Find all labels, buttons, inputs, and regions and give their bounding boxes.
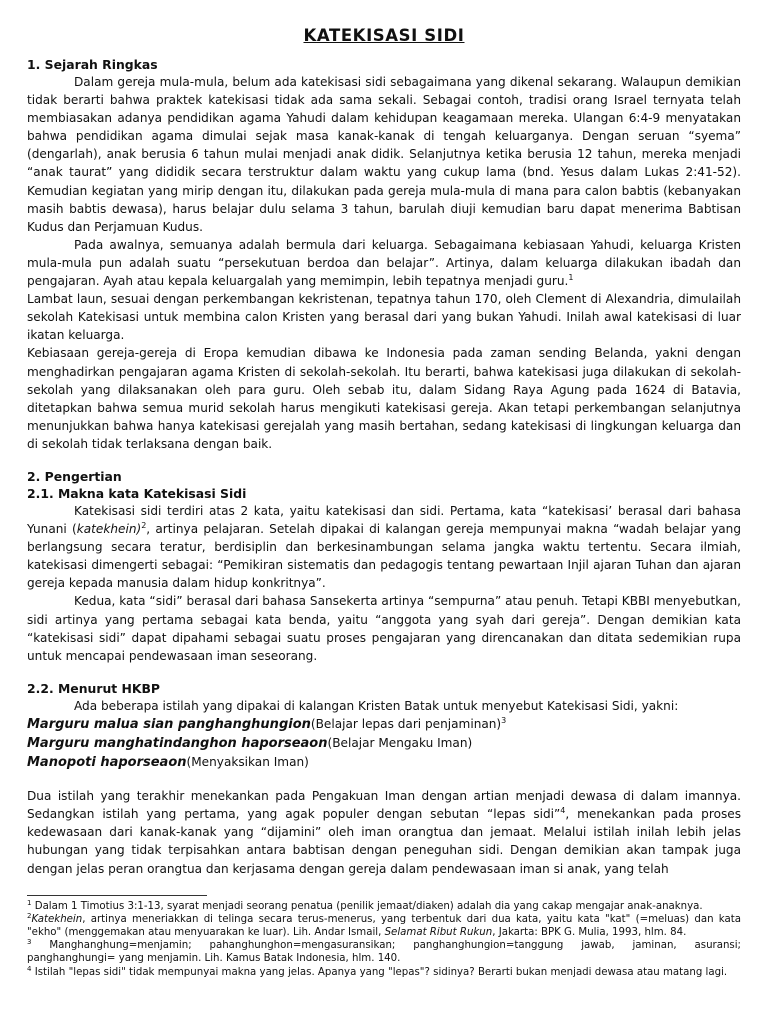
section-2-heading: 2. Pengertian (27, 468, 122, 484)
section-1-paragraph-2 (27, 236, 741, 290)
footnote-4-text: Istilah "lepas sidi" tidak mempunyai makna yang jelas. Apanya yang "lepas"? sidinya? Berarti bukan menjadi dewasa atau matang lagi. (34, 966, 728, 978)
term-line-3 (27, 753, 741, 772)
term-2: Marguru manghatindanghon haporseaon (27, 736, 328, 751)
term-line-1 (27, 715, 741, 734)
section-2-1-paragraph-1 (27, 502, 741, 592)
footnote-4 (27, 966, 741, 979)
section-2-1-paragraph-1-end: , artinya pelajaran. Setelah dipakai di kalangan gereja mempunyai makna “wadah belajar yang berlangsung secara teratur, berdisiplin dan berkesinambungan selama jangka waktu tertentu. Secara ilmiah, katekisasi dimengerti sebagai: “Pemikiran sistematis dan pedagogis tentang pewartaan Injil ajaran Tuhan dan ajaran gereja kepada manusia dalam hidup konkritnya”. (27, 522, 742, 591)
footnote-ref-1: 1 (568, 273, 574, 283)
footnote-separator (27, 895, 207, 896)
footnote-3-text: Manghanghung=menjamin; pahanghunghon=mengasuransikan; panghanghungion=tanggung jawab, jaminan, asuransi; panghanghungi= yang menjamin. Lih. Kamus Batak Indonesia, hlm. 140. (27, 940, 741, 965)
footnote-ref-4: 4 (560, 806, 566, 816)
footnote-2-text-a: , artinya meneriakkan di telinga secara terus-menerus, yang terbentuk dari dua kata, yaitu kata "kat" (=meluas) dan kata "ekho" (menggemakan atau menyuarakan ke luar). Lih. Andar Ismail, (27, 913, 741, 939)
footnote-ref-2: 2 (141, 521, 147, 531)
footnote-4-number: 4 (27, 964, 32, 973)
section-1-paragraph-1: Dalam gereja mula-mula, belum ada katekisasi sidi sebagaimana yang dikenal sekarang. Walaupun demikian tidak berarti bahwa praktek katekisasi tidak ada sama sekali. Sebagai contoh, tradisi orang Israel ternyata telah membiasakan adanya pendidikan agama Yahudi dalam kehidupan keagamaan mereka. Ulangan 6:4-9 menyatakan bahwa pendidikan agama dimulai sejak masa kanak-kanak di tengah keluarganya. Dengan seruan “syema” (dengarlah), anak berusia 6 tahun mulai menjadi anak didik. Selanjutnya ketika berusia 12 tahun, mereka menjadi “anak taurat” yang dididik secara terstruktur dalam waktu yang cukup lama (bnd. Yesus dalam Lukas 2:41-52). Kemudian kegiatan yang mirip dengan itu, dilakukan pada gereja mula-mula di mana para calon babtis (kebanyakan masih babtis dewasa), harus belajar dulu selama 3 tahun, barulah diuji kemudian baru dapat menerima Babtisan Kudus dan Perjamuan Kudus. (27, 75, 741, 234)
katekhein-term: katekhein) (76, 522, 142, 537)
section-1-paragraph-2-text: Pada awalnya, semuanya adalah bermula dari keluarga. Sebagaimana kebiasaan Yahudi, keluarga Kristen mula-mula pun adalah suatu “persekutuan berdoa dan belajar”. Artinya, dalam keluarga dilakukan ibadah dan pengajaran. Ayah atau kepala keluargalah yang memimpin, lebih tepatnya menjadi guru. (27, 237, 741, 289)
footnote-2-text-b: , Jakarta: BPK G. Mulia, 1993, hlm. 84. (492, 927, 687, 939)
footnote-2 (27, 913, 741, 939)
section-2-2-intro: Ada beberapa istilah yang dipakai di kalangan Kristen Batak untuk menyebut Katekisasi Sidi, yakni: (74, 698, 679, 713)
section-2-2-paragraph (27, 787, 741, 877)
footnote-ref-3: 3 (501, 715, 507, 725)
footnote-2-term: Katekhein (31, 913, 83, 925)
term-1-meaning: (Belajar lepas dari penjaminan) (310, 716, 502, 731)
term-3: Manopoti haporseaon (27, 755, 187, 771)
section-2-2-paragraph-start: Dua istilah yang terakhir menekankan pada Pengakuan Iman dengan artian menjadi dewasa di dalam imannya. Sedangkan istilah yang pertama, yang agak populer dengan sebutan “lepas sidi” (27, 789, 741, 822)
term-2-meaning: (Belajar Mengaku Iman) (327, 736, 473, 750)
section-2-1-paragraph-1-start: Katekisasi sidi terdiri atas 2 kata, yaitu katekisasi dan sidi. Pertama, kata “katekisasi’ berasal dari bahasa Yunani ( (27, 503, 741, 537)
footnote-1-number: 1 (27, 898, 32, 907)
section-1-paragraph-3: Lambat laun, sesuai dengan perkembangan kekristenan, tepatnya tahun 170, oleh Clement di Alexandria, dimulailah sekolah Katekisasi untuk membina calon Kristen yang berasal dari yang bukan Yahudi. Inilah awal katekisasi di luar ikatan keluarga. (27, 292, 741, 343)
section-1-heading: 1. Sejarah Ringkas (27, 57, 158, 72)
footnote-1-text: Dalam 1 Timotius 3:1-13, syarat menjadi seorang penatua (penilik jemaat/diaken) adalah dia yang cakap mengajar anak-anaknya. (34, 900, 703, 912)
footnote-2-number: 2 (27, 911, 32, 920)
section-2-2-heading: 2.2. Menurut HKBP (27, 680, 161, 696)
footnote-3 (27, 939, 741, 965)
footnote-1 (27, 900, 741, 913)
term-1: Marguru malua sian panghanghungion (27, 716, 311, 732)
footnote-3-number: 3 (27, 938, 32, 947)
section-2-2-paragraph-end: , menekankan pada proses kedewasaan dari kanak-kanak yang “dijamini” oleh iman orangtua dan jemaat. Melalui istilah inilah lebih jelas hubungan yang tidak terpisahkan antara babtisan dengan peneguhan sidi. Dengan demikian akan tampak juga dengan jelas peran orangtua dan kerjasama dengan gereja dalam pendewasaan iman si anak, yang telah (27, 807, 742, 876)
section-2-1-paragraph-2: Kedua, kata “sidi” berasal dari bahasa Sansekerta artinya “sempurna” atau penuh. Tetapi KBBI menyebutkan, sidi artinya yang pertama sebagai kata benda, yaitu “anggota yang syah dari gereja”. Dengan demikian kata “katekisasi sidi” dapat dipahami sebagai suatu proses pengajaran yang direncanakan dan ditata sedemikian rupa untuk mencapai pendewasaan iman seseorang. (27, 594, 741, 663)
footnote-2-book-title: Selamat Ribut Rukun (384, 927, 493, 939)
term-3-meaning: (Menyaksikan Iman) (186, 755, 309, 770)
term-line-2 (27, 734, 741, 753)
section-1-paragraph-4: Kebiasaan gereja-gereja di Eropa kemudian dibawa ke Indonesia pada zaman sending Belanda, yakni dengan menghadirkan pengajaran agama Kristen di sekolah-sekolah. Itu berarti, bahwa katekisasi juga dilakukan di sekolah-sekolah yang dilaksanakan oleh para guru. Oleh sebab itu, dalam Sidang Raya Agung pada 1624 di Batavia, ditetapkan bahwa semua murid sekolah harus mengikuti katekisasi gereja. Akan tetapi perkembangan selanjutnya menunjukkan bahwa hanya katekisasi gerejalah yang masih bertahan, sedang katekisasi di lingkungan keluarga dan di sekolah tidak terlaksana dengan baik. (27, 346, 741, 451)
document-title: KATEKISASI SIDI (303, 26, 465, 45)
section-2-1-heading: 2.1. Makna kata Katekisasi Sidi (27, 485, 247, 501)
